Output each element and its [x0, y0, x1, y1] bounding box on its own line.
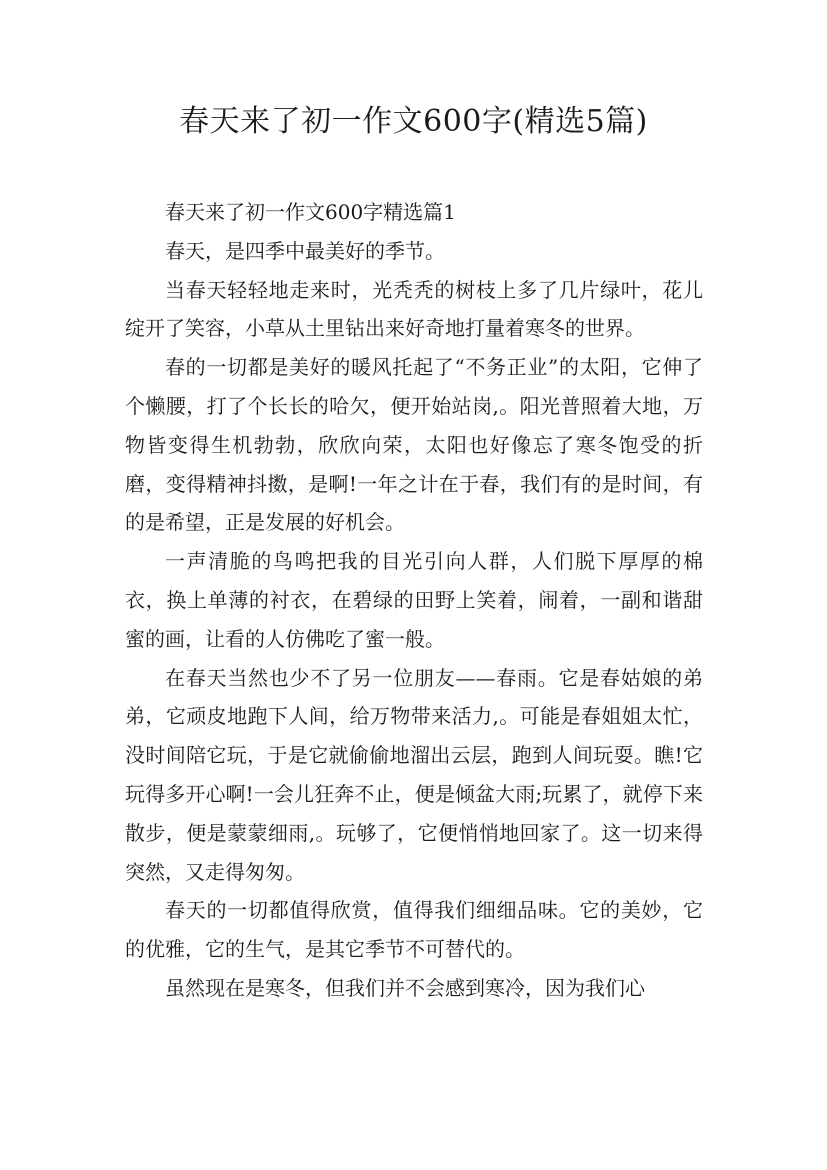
paragraph: 一声清脆的鸟鸣把我的目光引向人群，人们脱下厚厚的棉衣，换上单薄的衬衣，在碧绿的田野上笑着，闹着，一副和谐甜蜜的画，让看的人仿佛吃了蜜一般。: [125, 549, 703, 651]
paragraph: 在春天当然也少不了另一位朋友——春雨。它是春姑娘的弟弟，它顽皮地跑下人间，给万物带来活力,。可能是春姐姐太忙，没时间陪它玩，于是它就偷偷地溜出云层，跑到人间玩耍。瞧!它玩得多开心啊!一会儿狂奔不止，便是倾盆大雨;玩累了，就停下来散步，便是蒙蒙细雨,。玩够了，它便悄悄地回家了。这一切来得突然，又走得匆匆。: [125, 665, 703, 884]
document-body: [125, 193, 703, 1008]
paragraph: 春的一切都是美好的暖风托起了“不务正业”的太阳，它伸了个懒腰，打了个长长的哈欠，便开始站岗,。阳光普照着大地，万物皆变得生机勃勃，欣欣向荣，太阳也好像忘了寒冬饱受的折磨，变得精神抖擞，是啊!一年之计在于春，我们有的是时间，有的是希望，正是发展的好机会。: [125, 355, 703, 535]
paragraph: 当春天轻轻地走来时，光秃秃的树枝上多了几片绿叶，花儿绽开了笑容，小草从土里钻出来好奇地打量着寒冬的世界。: [125, 277, 703, 341]
document-title: 春天来了初一作文600字(精选5篇): [179, 104, 648, 139]
section-heading: 春天来了初一作文600字精选篇1: [165, 200, 456, 224]
paragraph: 春天，是四季中最美好的季节。: [165, 238, 445, 263]
paragraph: 虽然现在是寒冬，但我们并不会感到寒冷，因为我们心: [165, 975, 645, 1000]
paragraph: 春天的一切都值得欣赏，值得我们细细品味。它的美妙，它的优雅，它的生气，是其它季节不可替代的。: [125, 898, 703, 962]
